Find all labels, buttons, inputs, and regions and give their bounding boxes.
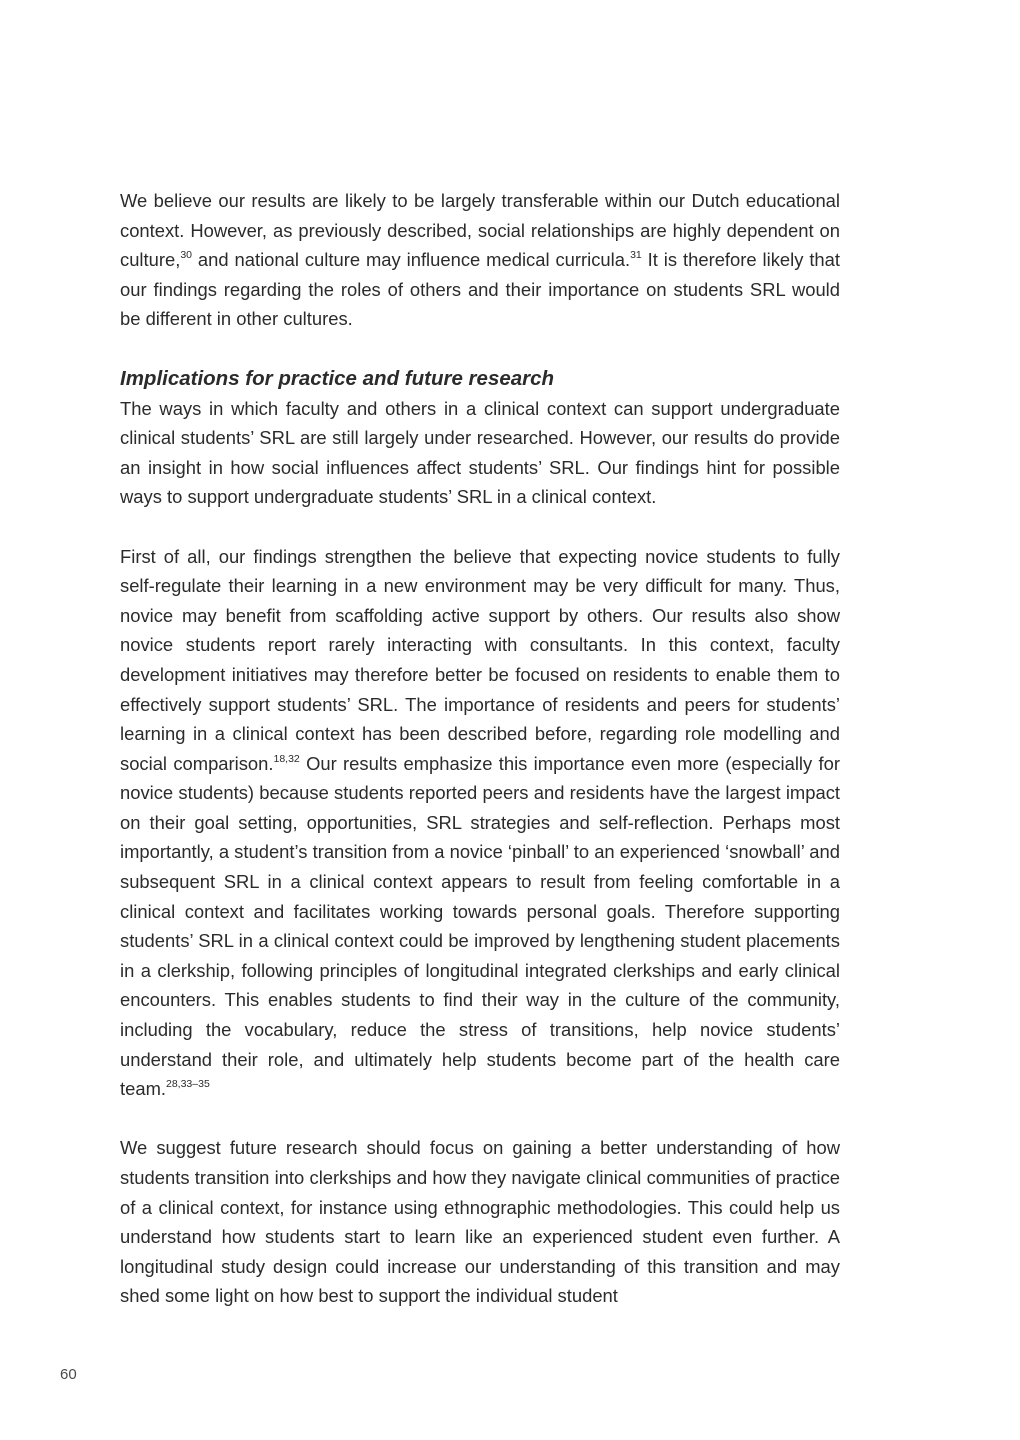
citation-ref: 28,33–35 <box>166 1078 210 1091</box>
paragraph-findings <box>120 542 840 1104</box>
text-run: First of all, our findings strengthen the believe that expecting novice students to fully self-regulate their learning in a new environment may be very difficult for many. Thus, novice may benefit from scaffolding active support by others. Our results also show novice students report rarely interacting with consultants. In this context, faculty development initiatives may therefore better be focused on residents to enable them to effectively support students’ SRL. The importance of residents and peers for students’ learning in a clinical context has been described before, regarding role modelling and social comparison. <box>120 545 840 774</box>
paragraph-spacer <box>120 512 840 542</box>
text-run: and national culture may influence medical curricula. <box>192 249 631 271</box>
paragraph-future-research: We suggest future research should focus on gaining a better understanding of how students transition into clerkships and how they navigate clinical communities of practice of a clinical context, for instance using ethnographic methodologies. This could help us understand how students start to learn like an experienced student even further. A longitudinal study design could increase our understanding of this transition and may shed some light on how best to support the individual student <box>120 1137 840 1307</box>
text-run: It is therefore likely that our findings regarding the roles of others and their importance on students SRL would be different in other cultures. <box>120 249 840 330</box>
paragraph-transferability <box>120 186 840 334</box>
paragraph-spacer <box>120 334 840 364</box>
citation-ref: 30 <box>180 249 192 262</box>
paragraph-implications-intro: The ways in which faculty and others in a clinical context can support undergraduate clinical students’ SRL are still largely under researched. However, our results do provide an insight in how social influences affect students’ SRL. Our findings hint for possible ways to support undergraduate students’ SRL in a clinical context. <box>120 397 840 508</box>
text-run: Our results emphasize this importance even more (especially for novice students) because students reported peers and residents have the largest impact on their goal setting, opportunities, SRL strategies and self-reflection. Perhaps most importantly, a student’s transition from a novice ‘pinball’ to an experienced ‘snowball’ and subsequent SRL in a clinical context appears to result from feeling comfortable in a clinical context and facilitates working towards personal goals. Therefore supporting students’ SRL in a clinical context could be improved by lengthening student placements in a clerkship, following principles of longitudinal integrated clerkships and early clinical encounters. This enables students to find their way in the culture of the community, including the vocabulary, reduce the stress of transitions, help novice students’ understand their role, and ultimately help students become part of the health care team. <box>120 752 840 1100</box>
section-heading: Implications for practice and future research <box>120 366 555 390</box>
citation-ref: 18,32 <box>273 752 300 765</box>
main-text <box>120 186 840 1311</box>
paragraph-spacer <box>120 1104 840 1134</box>
page-number: 60 <box>60 1366 77 1383</box>
citation-ref: 31 <box>630 249 642 262</box>
text-run: We believe our results are likely to be largely transferable within our Dutch educational context. However, as previously described, social relationships are highly dependent on culture, <box>120 190 840 271</box>
